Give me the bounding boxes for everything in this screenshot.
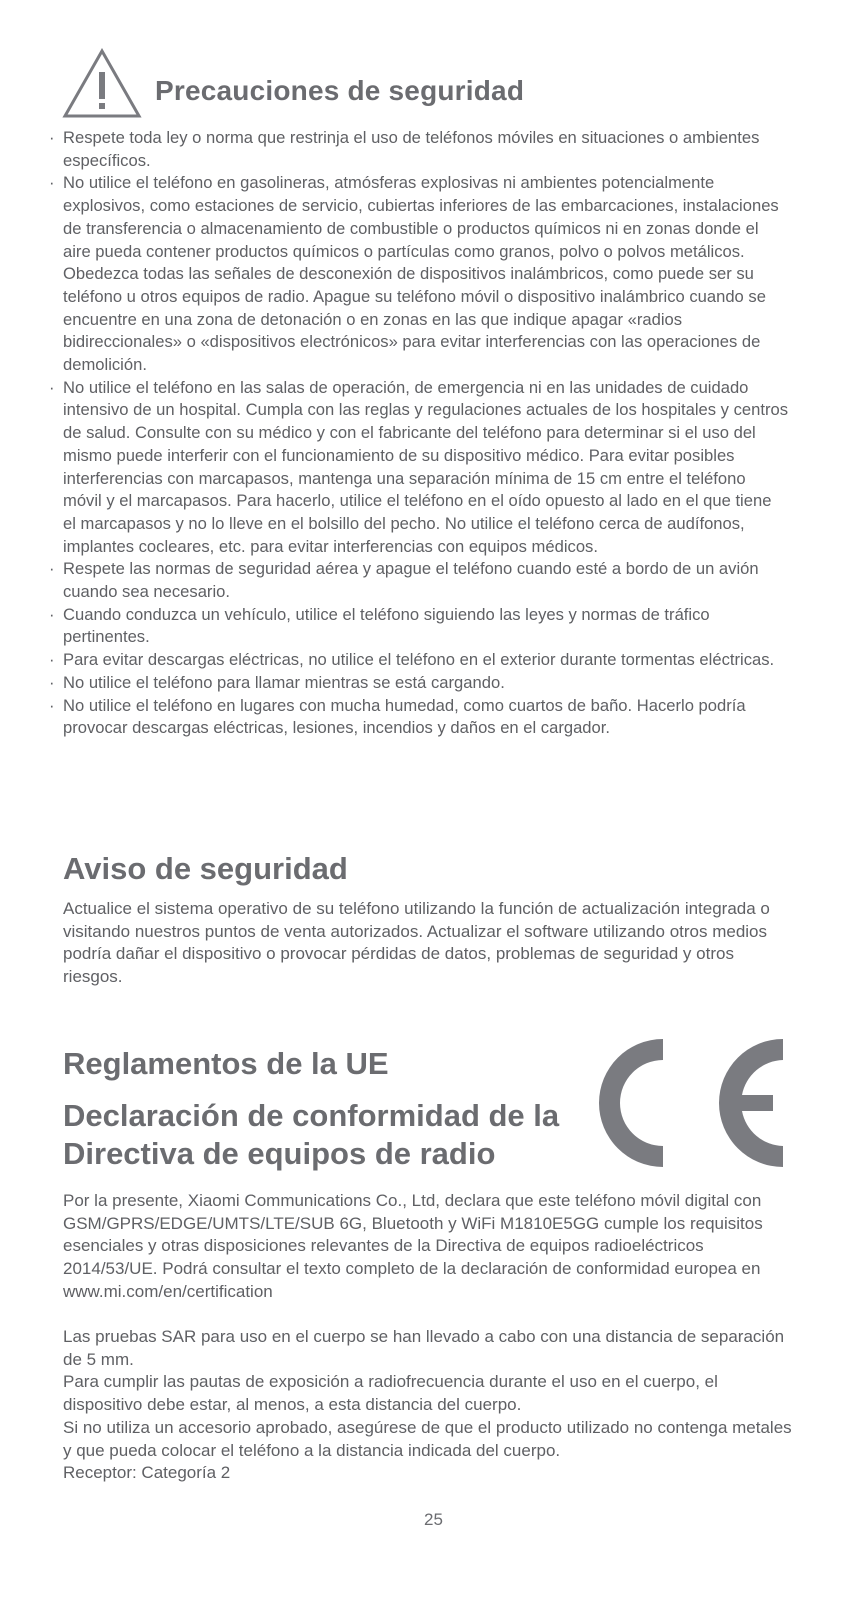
precaution-item: [48, 558, 788, 603]
warning-triangle-icon: [62, 48, 142, 120]
bullet-dot: ·: [49, 559, 55, 579]
security-notice-body: Actualice el sistema operativo de su teléfono utilizando la función de actualización integrada o visitando nuestros puntos de venta autorizados. Actualizar el software utilizando otros medios podría dañar el dispositivo o provocar pérdidas de datos, problemas de seguridad y otros riesgos.: [63, 899, 770, 987]
red-declaration-line1: Declaración de conformidad de la: [63, 1098, 560, 1133]
page-number: 25: [424, 1510, 443, 1529]
eu-regulations-title: Reglamentos de la UE: [63, 1046, 389, 1081]
precautions-title: Precauciones de seguridad: [155, 75, 525, 106]
bullet-dot: ·: [49, 377, 55, 397]
precaution-item: [48, 172, 788, 376]
precaution-text: Cuando conduzca un vehículo, utilice el teléfono siguiendo las leyes y normas de tráfico pertinentes.: [63, 604, 710, 647]
precaution-item: [48, 672, 788, 695]
conformity-declaration-text: Por la presente, Xiaomi Communications Co., Ltd, declara que este teléfono móvil digital con GSM/GPRS/EDGE/UMTS/LTE/SUB 6G, Bluetooth y WiFi M1810E5GG cumple los requisitos esenciales y otras disposiciones relevantes de la Directiva de equipos radioeléctricos 2014/53/UE. Podrá consultar el texto completo de la declaración de conformidad europea en www.mi.com/en/certification: [63, 1191, 763, 1301]
receiver-category: Receptor: Categoría 2: [63, 1463, 231, 1483]
precaution-text: Respete las normas de seguridad aérea y apague el teléfono cuando esté a bordo de un avión cuando sea necesario.: [63, 559, 759, 602]
bullet-dot: ·: [49, 128, 55, 147]
precautions-list: [48, 127, 788, 740]
red-declaration-title: [63, 1097, 559, 1173]
precaution-item: [48, 649, 788, 672]
bullet-dot: ·: [49, 650, 55, 670]
precaution-text: No utilice el teléfono para llamar mientras se está cargando.: [63, 672, 505, 692]
precaution-item: [48, 127, 788, 172]
precaution-item: [48, 695, 788, 740]
sar-line: Si no utiliza un accesorio aprobado, asegúrese de que el producto utilizado no contenga metales y que pueda colocar el teléfono a la distancia indicada del cuerpo.: [63, 1417, 792, 1460]
bullet-dot: ·: [49, 173, 55, 193]
bullet-dot: ·: [49, 604, 55, 624]
precaution-item: [48, 604, 788, 649]
precaution-text: No utilice el teléfono en gasolineras, atmósferas explosivas ni ambientes potencialmente explosivos, como estaciones de servicio, cubiertas inferiores de las embarcaciones, instalaciones de transferencia o almacenamiento de combustible o productos químicos ni en zonas donde el aire pueda contener productos químicos o partículas como granos, polvo o polvos metálicos.: [63, 173, 779, 261]
precaution-text: Respete toda ley o norma que restrinja el uso de teléfonos móviles en situaciones o ambientes específicos.: [63, 128, 760, 170]
precaution-text: Obedezca todas las señales de desconexión de dispositivos inalámbricos, como puede ser su teléfono u otros equipos de radio. Apague su teléfono móvil o dispositivo inalámbrico cuando se encuentre en una zona de detonación o en zonas en las que indique apagar «radios bidireccionales» o «dispositivos electrónicos» para evitar interferencias con las operaciones de demolición.: [63, 264, 766, 375]
sar-line: Para cumplir las pautas de exposición a radiofrecuencia durante el uso en el cuerpo, el dispositivo debe estar, al menos, a esta distancia del cuerpo.: [63, 1372, 718, 1415]
ce-mark-icon: [597, 1035, 785, 1171]
sar-info: [63, 1326, 793, 1485]
security-notice-title: Aviso de seguridad: [63, 851, 348, 886]
precaution-text: No utilice el teléfono en las salas de operación, de emergencia ni en las unidades de cuidado intensivo de un hospital. Cumpla con las reglas y regulaciones actuales de los hospitales y centros de salud. Consulte con su médico y con el fabricante del teléfono para determinar si el uso del mismo puede interferir con el funcionamiento de su dispositivo médico. Para evitar posibles interferencias con marcapasos, mantenga una separación mínima de 15 cm entre el teléfono móvil y el marcapasos. Para hacerlo, utilice el teléfono en el oído opuesto al lado en el que tiene el marcapasos y no lo lleve en el bolsillo del pecho. No utilice el teléfono cerca de audífonos, implantes cocleares, etc. para evitar interferencias con equipos médicos.: [63, 377, 789, 556]
bullet-dot: ·: [49, 672, 55, 692]
sar-line: Las pruebas SAR para uso en el cuerpo se han llevado a cabo con una distancia de separación de 5 mm.: [63, 1327, 785, 1369]
precaution-text: Para evitar descargas eléctricas, no utilice el teléfono en el exterior durante tormentas eléctricas.: [63, 650, 775, 670]
precaution-text: No utilice el teléfono en lugares con mucha humedad, como cuartos de baño. Hacerlo podría provocar descargas eléctricas, lesiones, incendios y daños en el cargador.: [63, 695, 746, 738]
precautions-header: [62, 48, 582, 120]
precaution-item: [48, 377, 788, 559]
bullet-dot: ·: [49, 695, 55, 715]
red-declaration-line2: Directiva de equipos de radio: [63, 1136, 496, 1171]
